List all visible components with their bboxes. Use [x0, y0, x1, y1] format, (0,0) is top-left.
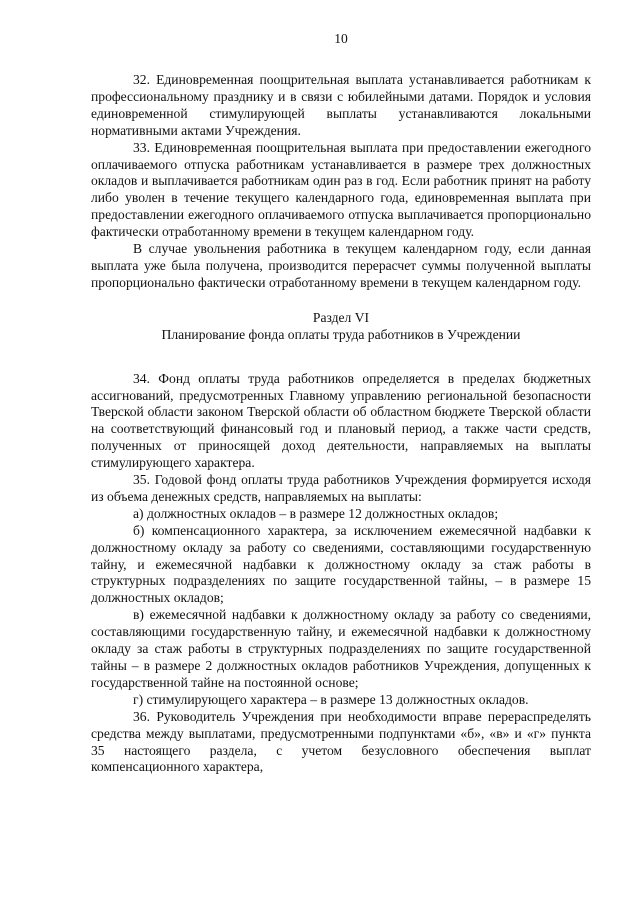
paragraph-33: 33. Единовременная поощрительная выплата при предоставлении ежегодного оплачиваемого отпуска работникам устанавливается в размере трех должностных окладов и выплачивается работникам один раз в год. Если работник принят на работу либо уволен в течение текущего календарного года, единовременная выплата при предоставлении ежегодного оплачиваемого отпуска выплачивается пропорционально фактически отработанному времени в текущем календарном году. [91, 139, 591, 240]
paragraph-35-item-v: в) ежемесячной надбавки к должностному окладу за работу со сведениями, составляющими государственную тайну, и ежемесячной надбавки к должностному окладу за стаж работы в структурных подразделениях по защите государственной тайны – в размере 2 должностных окладов работников Учреждения, допущенных к государственной тайне на постоянной основе; [91, 607, 591, 690]
section-title: Раздел VI [312, 309, 370, 325]
paragraph-35: 35. Годовой фонд оплаты труда работников Учреждения формируется исходя из объема денежных средств, направляемых на выплаты: [91, 472, 591, 504]
paragraph-35-item-a: а) должностных окладов – в размере 12 должностных окладов; [133, 505, 499, 521]
section-subtitle: Планирование фонда оплаты труда работников в Учреждении [161, 326, 521, 342]
page-number: 10 [334, 31, 348, 46]
document-page [91, 30, 591, 776]
paragraph-32: 32. Единовременная поощрительная выплата устанавливается работникам к профессиональному празднику и в связи с юбилейными датами. Порядок и условия единовременной стимулирующей выплаты устанавливаются локальными нормативными актами Учреждения. [91, 72, 591, 138]
paragraph-34: 34. Фонд оплаты труда работников определяется в пределах бюджетных ассигнований, предусмотренных Главному управлению региональной безопасности Тверской области законом Тверской области об областном бюджете Тверской области на соответствующий финансовый год и плановый период, а также части средств, полученных от приносящей доход деятельности, направляемых на выплаты стимулирующего характера. [91, 370, 591, 471]
paragraph-33-continuation: В случае увольнения работника в текущем календарном году, если данная выплата уже была получена, производится перерасчет суммы полученной выплаты пропорционально фактически отработанному времени в текущем календарном году. [91, 241, 591, 290]
paragraph-35-item-b: б) компенсационного характера, за исключением ежемесячной надбавки к должностному окладу за работу со сведениями, составляющими государственную тайну, и ежемесячной надбавки к должностному окладу за стаж работы в структурных подразделениях по защите государственной тайны, – в размере 15 должностных окладов; [91, 522, 591, 606]
paragraph-35-item-g: г) стимулирующего характера – в размере 13 должностных окладов. [133, 691, 529, 707]
paragraph-36: 36. Руководитель Учреждения при необходимости вправе перераспределять средства между выплатами, предусмотренными подпунктами «б», «в» и «г» пункта 35 настоящего раздела, с учетом безусловного обеспечения выплат компенсационного характера, [91, 708, 591, 775]
